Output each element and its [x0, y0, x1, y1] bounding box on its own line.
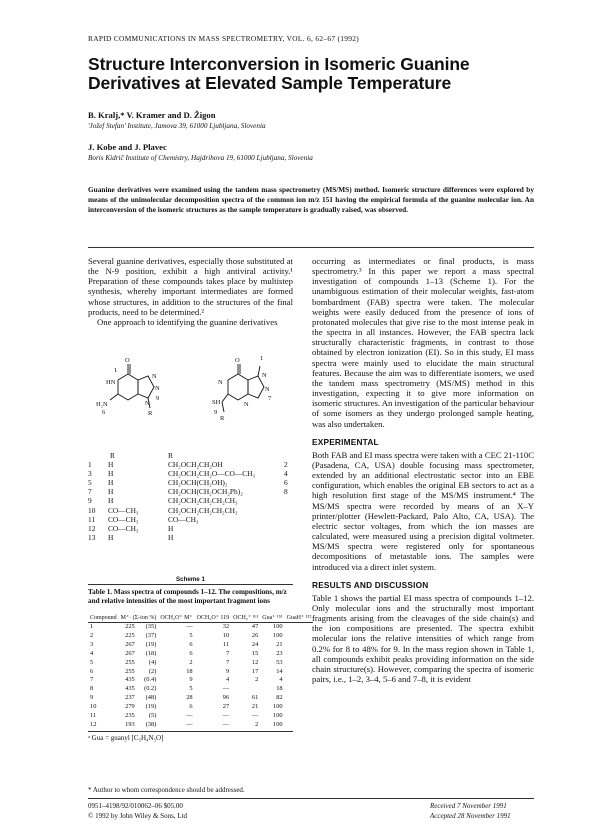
table-cell: 10: [90, 703, 97, 711]
left-atom: N: [155, 385, 160, 392]
table-cell: 28: [186, 694, 193, 702]
scheme-row-r2: H: [168, 523, 174, 533]
left-number: 6: [102, 409, 106, 416]
table-row: [88, 632, 313, 641]
footer-code: 0951–4198/92/010062–06 $05.00: [88, 802, 183, 810]
table1-body: [88, 623, 313, 730]
scheme-row-number: 10: [88, 505, 96, 515]
table-cell: 24: [251, 640, 259, 648]
scheme-row-r: CO—CH₃: [108, 505, 139, 515]
table-row: [88, 703, 313, 712]
scheme-row-number: 1: [88, 460, 92, 469]
table-cell: 6: [189, 640, 193, 648]
intro-paragraph-2: One approach to identifying the guanine derivatives: [97, 316, 278, 327]
table-cell: 96: [222, 694, 230, 702]
right-number: 9: [214, 409, 218, 416]
table-cell: 435: [125, 685, 135, 693]
scheme-header-r2: R: [168, 451, 173, 460]
table-cell: 82: [276, 694, 283, 702]
table-cell: 14: [276, 667, 283, 675]
right-atom: N: [265, 386, 270, 393]
scheme-row-r: CO—CH₃: [108, 523, 139, 533]
table-cell: 23: [276, 649, 283, 657]
table-row: [88, 659, 313, 668]
table-row: [88, 641, 313, 650]
table-cell: 8: [90, 685, 94, 693]
scheme-row-r: H: [108, 478, 114, 488]
left-atom: O: [125, 357, 130, 364]
left-number: 9: [156, 395, 160, 402]
table-cell: 9: [189, 676, 193, 684]
table-row: [88, 721, 313, 730]
table-cell: 4: [90, 649, 94, 657]
article-title: Structure Interconversion in Isomeric Guanine Derivatives at Elevated Sample Temperature: [88, 54, 470, 93]
table-cell: 11: [222, 640, 230, 648]
table-cell: 4: [279, 676, 283, 684]
scheme-row-r: CO—CH₃: [108, 514, 139, 524]
table-cell: —: [186, 720, 193, 728]
left-atom: N: [145, 400, 150, 407]
right-atom: SH: [212, 399, 221, 406]
table-cell: 17: [251, 667, 259, 675]
table-cell: —: [222, 685, 230, 693]
scheme-row-r2: CH₂OCH(CH₂OH)₂: [168, 478, 228, 488]
table-cell: 12: [251, 658, 259, 666]
scheme-row-number: 12: [88, 523, 96, 533]
table-cell: 26: [251, 631, 259, 639]
table-cell: (5): [148, 712, 157, 720]
right-column-text: [312, 256, 534, 684]
accepted-date: Accepted 28 November 1991: [430, 812, 511, 820]
table-cell: 3: [90, 640, 94, 648]
affiliation-1: 'Jožef Stefan' Institute, Jamova 39, 61000 Ljubljana, Slovenia: [88, 122, 266, 130]
table-cell: (0.4): [144, 676, 157, 684]
scheme-row-number: 3: [88, 469, 92, 479]
table1-header: Gua⁺ ¹⁵¹: [262, 615, 283, 621]
table1-header: GuaH⁺ ¹⁵²: [286, 615, 312, 621]
table-cell: —: [186, 623, 193, 630]
table-cell: —: [251, 712, 259, 720]
table1: [88, 615, 312, 742]
table-cell: 267: [125, 649, 135, 657]
scheme-table: [88, 452, 298, 572]
table-row: [88, 694, 313, 703]
table-cell: 9: [225, 667, 230, 675]
table1-footnote: ᵃ Gua = guanyl [C₅H₄N₅O]: [88, 733, 164, 742]
table-row: [88, 623, 313, 632]
scheme-row-r: H: [108, 532, 114, 542]
table-cell: 7: [225, 658, 230, 666]
scheme-row-r2: H: [168, 532, 174, 542]
table-cell: (0.2): [144, 685, 157, 693]
table-cell: 5: [189, 631, 193, 639]
table-cell: 21: [276, 640, 283, 648]
scheme-row-r2: CH₂OCH₂CH₂CH₂CH₃: [168, 496, 238, 506]
scheme-row-r2: CO—CH₃: [168, 514, 199, 524]
table-cell: 435: [125, 676, 135, 684]
scheme-row-number: 7: [88, 487, 92, 497]
table-cell: 267: [125, 640, 135, 648]
table-cell: 12: [90, 720, 97, 728]
table-cell: 18: [276, 685, 283, 693]
table-cell: 2: [90, 631, 94, 639]
left-atom: N: [152, 373, 157, 380]
table-cell: 5: [90, 658, 94, 666]
table-cell: —: [222, 720, 230, 728]
table-cell: 279: [125, 703, 135, 711]
table-cell: 2: [189, 658, 193, 666]
right-atom: R: [220, 415, 225, 422]
authors-group-1: B. Kralj,* V. Kramer and D. Žigon: [88, 110, 216, 120]
table-row: [88, 712, 313, 721]
scheme-row-r2: CH₂OCH₂CH₂O—CO—CH₃: [168, 469, 256, 479]
footer-copyright: © 1992 by John Wiley & Sons, Ltd: [88, 812, 188, 820]
scheme-row-number: 11: [88, 514, 96, 524]
table-cell: (18): [145, 649, 157, 657]
left-column-text: [88, 256, 293, 327]
table-cell: 235: [125, 712, 135, 720]
right-atom: N: [262, 372, 267, 379]
table-cell: 4: [225, 676, 230, 684]
scheme-row-number: 13: [88, 532, 96, 542]
scheme-header-r: R: [110, 451, 115, 460]
table-cell: 21: [251, 703, 259, 711]
table-row: [88, 676, 313, 685]
table-cell: 193: [125, 720, 135, 728]
table1-header: M⁺· (Σ-ion %): [120, 615, 157, 621]
left-atom: R: [148, 410, 153, 417]
table-cell: 237: [125, 694, 135, 702]
table-cell: 7: [90, 676, 94, 684]
left-atom: HN: [106, 379, 116, 386]
scheme-row-isomer-number: 6: [284, 478, 288, 488]
scheme-structures: [88, 348, 298, 448]
scheme-row-r: H: [108, 496, 114, 506]
right-paragraph-1: occurring as intermediates or final products, is mass spectrometry.³ In this paper we report a mass spectral investigation of compounds 1–13 (Scheme 1). For the unambiguous estimation of their molecular weights, fast-atom bombardment (FAB) spectra were taken. The molecular weights were easily deduced from the presence of ions of protonated molecules that give rise to the most intense peak in the spectra in all instances. However, the FAB spectra lack structurally characteristic fragments, in contrast to those obtained by electron ionization (EI). So in this study, EI mass spectra were mainly used to elucidate the main structural features. Because the aim was to differentiate isomers, we used the tandem mass spectrometry (MS/MS) method in this investigation, expecting it to give more information on isomeric structures. An investigation of the particular behaviour of some isomers as they undergo prolonged sample heating, was also undertaken.: [312, 256, 534, 429]
table-cell: (38): [145, 720, 157, 728]
heading-experimental: EXPERIMENTAL: [312, 436, 379, 447]
table-cell: 27: [222, 703, 230, 711]
table-cell: (4): [148, 658, 157, 666]
table-cell: (2): [148, 667, 157, 675]
table-cell: 61: [251, 694, 259, 702]
table-cell: 32: [222, 623, 230, 630]
table-cell: 255: [125, 658, 135, 666]
table-row: [88, 685, 313, 694]
table-cell: 6: [90, 667, 94, 675]
table1-caption: Table 1. Mass spectra of compounds 1–12. The compositions, m/z and relative intensities of the most important fragment ions: [88, 588, 287, 605]
table-cell: 100: [273, 631, 283, 639]
table1-header: OCH₂⁺ ¹⁶¹: [233, 615, 259, 621]
table-cell: [231, 685, 260, 694]
table-cell: 100: [273, 720, 283, 728]
scheme-row-r: H: [108, 460, 114, 469]
right-atom: O: [235, 357, 240, 364]
right-paragraph-3: Table 1 shows the partial EI mass spectra of compounds 1–12. Only molecular ions and the structurally most important fragments arising from the cleavages of the side chain(s) and the ion compositions are presented. The spectra exhibit molecular ions the relative intensities of which range from 0.2% for 8 to 48% for 9. In the mass region shown in Table 1, all compounds exhibit peaks providing information on the side chain structure(s). However, comparing the spectra of isomeric pairs, i.e., 1–2, 3–4, 5–6 and 7–8, it is evident: [312, 592, 534, 685]
table-cell: (19): [145, 703, 157, 711]
scheme-row-isomer-number: 8: [284, 487, 288, 497]
table-cell: 6: [189, 649, 193, 657]
affiliation-2: Boris Kidrič Institute of Chemistry, Hajdrihova 19, 61000 Ljubljana, Slovenia: [88, 154, 313, 162]
table-cell: 11: [90, 712, 97, 720]
table-row: [88, 650, 313, 659]
left-number: 1: [114, 367, 118, 374]
table-cell: —: [222, 712, 230, 720]
abstract: Guanine derivatives were examined using the tandem mass spectrometry (MS/MS) method. Isomeric structure differences were explored by means of the unimolecular decomposition spectra of the common ion m/z 151 having the empirical formula of the guanine molecular ion. An interconversion of the isomeric structures as the sample temperature is gradually raised, was observed.: [88, 185, 534, 215]
scheme-row-r2: CH₂OCH₂CH₂OH: [168, 460, 223, 469]
table-cell: (48): [145, 694, 157, 702]
table-cell: 10: [222, 631, 230, 639]
table-cell: 2: [255, 676, 259, 684]
table-cell: 18: [186, 667, 193, 675]
right-atom: N: [218, 379, 223, 386]
running-head: RAPID COMMUNICATIONS IN MASS SPECTROMETRY, VOL. 6, 62–67 (1992): [88, 34, 359, 43]
table-cell: 225: [125, 631, 135, 639]
table-cell: 6: [189, 703, 193, 711]
table-cell: 1: [90, 623, 94, 630]
table-cell: (35): [145, 623, 157, 630]
left-atom: H₂N: [96, 401, 108, 408]
scheme-row-r: H: [108, 469, 114, 479]
table1-header: Compound: [90, 615, 117, 621]
right-atom: N: [244, 401, 249, 408]
table-row: [88, 668, 313, 677]
table-cell: 7: [225, 649, 230, 657]
table-top-rule: [88, 584, 293, 585]
table-cell: 9: [90, 694, 94, 702]
table-cell: 255: [125, 667, 135, 675]
received-date: Received 7 November 1991: [430, 802, 507, 810]
table-cell: (37): [145, 631, 157, 639]
table-cell: (19): [145, 640, 157, 648]
right-number: 7: [268, 395, 272, 402]
table-cell: 15: [251, 649, 259, 657]
table1-header: OCH₂O⁺ M⁺: [160, 615, 193, 621]
heading-results: RESULTS AND DISCUSSION: [312, 579, 429, 590]
scheme-row-number: 5: [88, 478, 92, 488]
scheme-row-isomer-number: 4: [284, 469, 288, 479]
table-cell: 53: [276, 658, 283, 666]
scheme-row-isomer-number: 2: [284, 460, 288, 469]
abstract-rule: [88, 247, 534, 248]
right-paragraph-2: Both FAB and EI mass spectra were taken with a CEC 21-110C (Pasadena, CA, USA) double focusing mass spectrometer, extended by an additional electrostatic sector into an EBE configuration, which enables the original EB sectors to act as a high resolution first stage of the MS/MS instrument.⁴ The MS/MS spectra were recorded by means of an X–Y printer/plotter (Hewlett-Packard, Palo Alto, CA, USA). The electric sector voltages, from which the ion masses are calculated, were measured using a precision digital voltmeter. MS/MS spectra were registered only for spontaneous decompositions of metastable ions. The samples were introduced via a direct inlet system.: [312, 449, 534, 572]
intro-paragraph-1: Several guanine derivatives, especially those substituted at the N-9 position, exhibit a high antiviral activity.¹ Preparation of these compounds takes place by multistep synthesis, whereby important intermediates are formed whose structures, in addition to the structures of the final products, need to be determined.²: [88, 256, 293, 317]
scheme-row-r2: CH₂OCH(CH₂OCH₂Ph)₂: [168, 487, 243, 497]
right-number: 1: [260, 355, 264, 362]
scheme-row-r: H: [108, 487, 114, 497]
scheme-row-r2: CH₂OCH₂CH₂CH₂CH₃: [168, 505, 238, 515]
table-cell: 5: [189, 685, 193, 693]
table-cell: 2: [255, 720, 259, 728]
table-cell: —: [186, 712, 193, 720]
authors-group-2: J. Kobe and J. Plavec: [88, 142, 167, 152]
table-cell: 100: [273, 712, 283, 720]
table1-header: OCH₂O⁺ 119: [196, 615, 230, 621]
scheme-caption: Scheme 1: [176, 576, 205, 583]
structure-right-bonds: [222, 364, 264, 412]
correspondence-note: * Author to whom correspondence should be addressed.: [88, 786, 245, 794]
scheme-row-number: 9: [88, 496, 92, 506]
table-cell: 100: [273, 703, 283, 711]
table-cell: 100: [273, 623, 283, 630]
table-cell: 47: [251, 623, 259, 630]
footer-rule: [88, 798, 534, 799]
table-cell: 225: [125, 623, 135, 630]
